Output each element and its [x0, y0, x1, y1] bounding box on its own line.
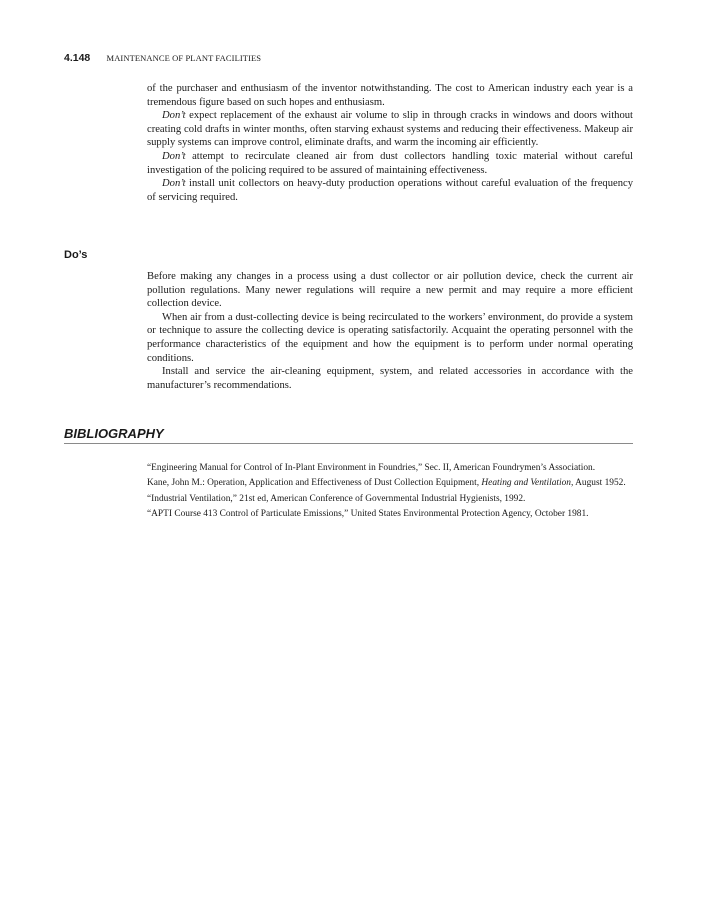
bibliography-heading: BIBLIOGRAPHY [64, 426, 633, 444]
dont-lead: Don’t [162, 150, 186, 162]
dos-heading: Do’s [64, 249, 88, 261]
dont-lead: Don’t [162, 110, 186, 122]
bibliography-entry: “Industrial Ventilation,” 21st ed, American Conference of Governmental Industrial Hygienists, 1992. [147, 493, 526, 504]
paragraph: Don’t install unit collectors on heavy-duty production operations without careful evaluation of the frequency of servicing required. [147, 178, 633, 203]
paragraph: Don’t expect replacement of the exhaust air volume to slip in through cracks in windows and doors without creating cold drafts in winter months, often starving exhaust systems and reducing their effectiveness. Makeup air supply systems can improve control, eliminate drafts, and warm the incoming air efficiently. [147, 110, 633, 149]
running-header [64, 52, 261, 64]
page-number: 4.148 [64, 52, 91, 64]
bibliography-entry: “APTI Course 413 Control of Particulate Emissions,” United States Environmental Protection Agency, October 1981. [147, 509, 589, 520]
journal-title: Heating and Ventilation, [481, 478, 574, 489]
bibliography-list [147, 462, 633, 524]
bibliography-entry: “Engineering Manual for Control of In-Plant Environment in Foundries,” Sec. II, American Foundrymen’s Association. [147, 463, 596, 473]
dos-section [147, 270, 633, 392]
paragraph: Don’t attempt to recirculate cleaned air from dust collectors handling toxic material without careful investigation of the policing required to be assured of maintaining effectiveness. [147, 150, 633, 176]
paragraph: Before making any changes in a process using a dust collector or air pollution device, check the current air pollution regulations. Many newer regulations will require a new permit and may require a more efficient collection device. [147, 271, 633, 310]
paragraph: When air from a dust-collecting device is being recirculated to the workers’ environment, do provide a system or technique to assure the collecting device is operating satisfactorily. Acquaint the operating personnel with the performance characteristics of the equipment and how the equipment is to perform under normal operating conditions. [147, 311, 633, 364]
bibliography-entry: Kane, John M.: Operation, Application and Effectiveness of Dust Collection Equipment, Heating and Ventilation, August 1952. [147, 478, 626, 489]
paragraph: of the purchaser and enthusiasm of the inventor notwithstanding. The cost to American industry each year is a tremendous figure based on such hopes and enthusiasm. [147, 83, 633, 108]
running-header-title: MAINTENANCE OF PLANT FACILITIES [106, 53, 262, 63]
dont-lead: Don’t [162, 178, 186, 190]
donts-continuation [147, 82, 633, 204]
paragraph: Install and service the air-cleaning equipment, system, and related accessories in accordance with the manufacturer’s recommendations. [147, 366, 633, 391]
